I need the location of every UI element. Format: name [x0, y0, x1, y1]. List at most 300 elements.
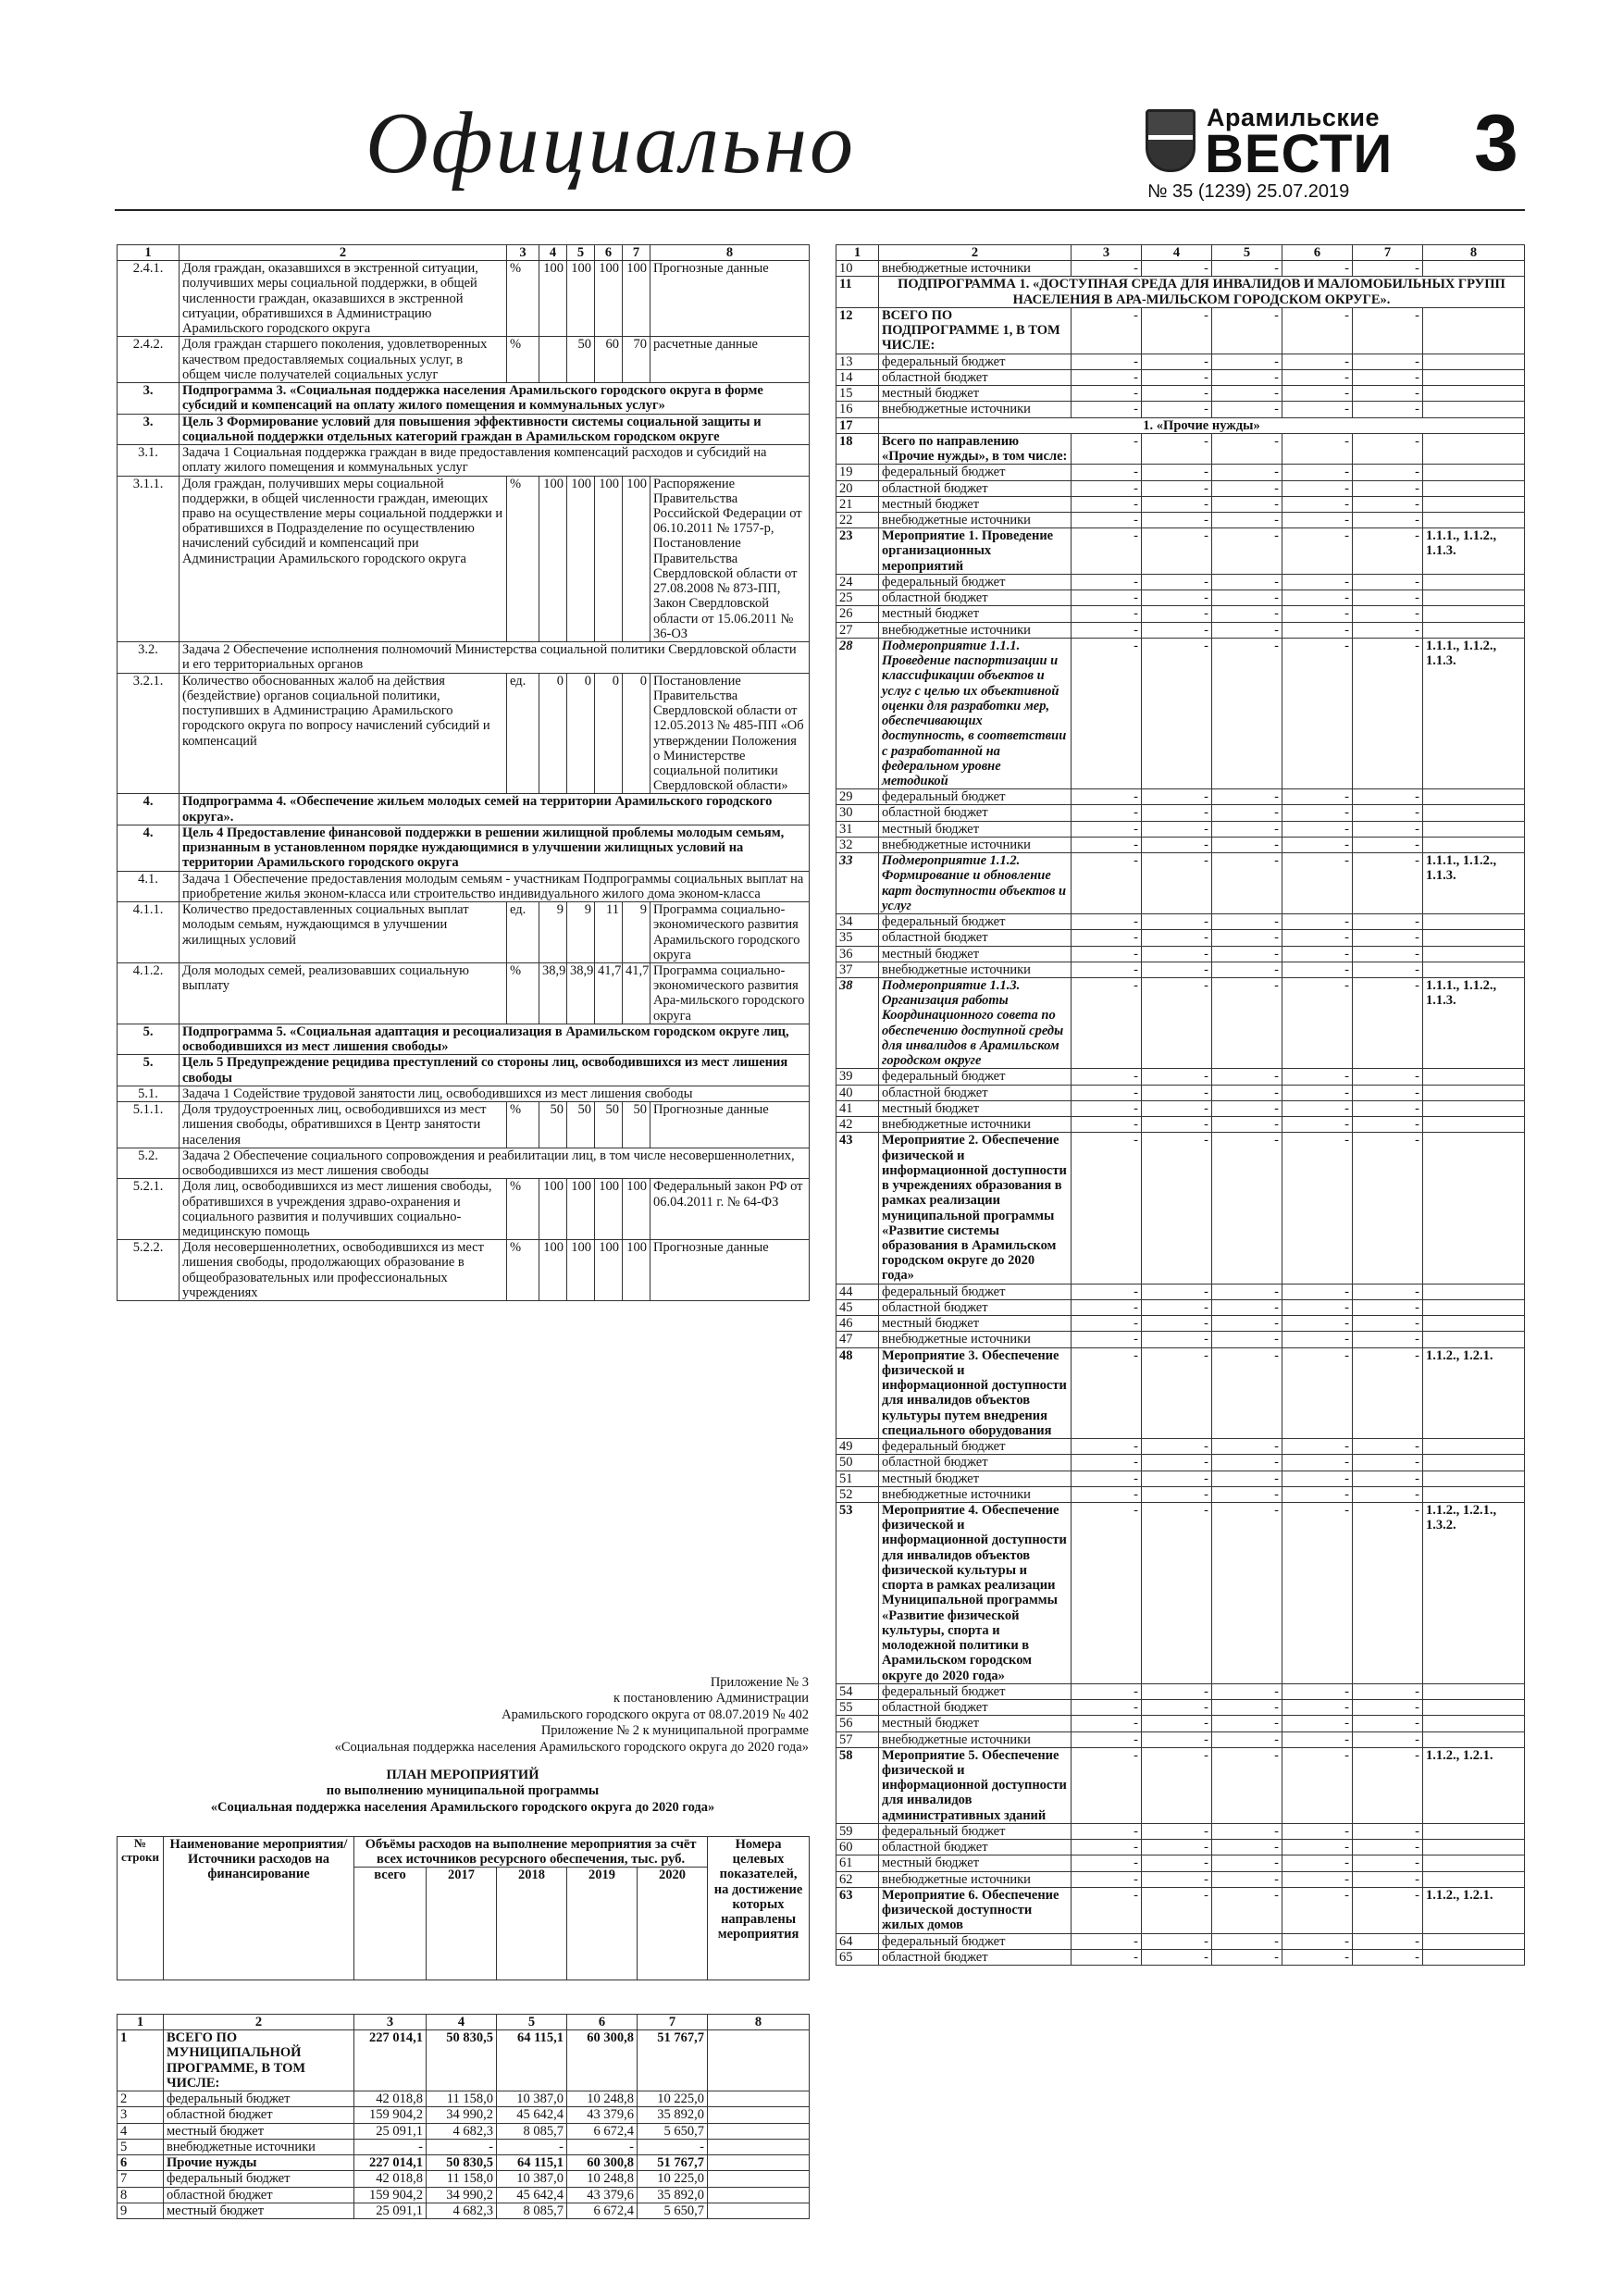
activity-name: ВСЕГО ПО ПОДПРОГРАММЕ 1, В ТОМ ЧИСЛЕ: [879, 307, 1072, 354]
row-number: 32 [836, 837, 879, 852]
table-row [836, 1085, 1525, 1100]
newspaper-logo [1146, 104, 1394, 204]
amount-value: - [1072, 978, 1142, 1069]
amount-value: - [1212, 1069, 1282, 1085]
amount-value: - [1212, 1133, 1282, 1284]
target-indicators [1423, 590, 1525, 606]
row-heading: Подпрограмма 4. «Обеспечение жильем молодых семей на территории Арамильского городского округа». [180, 794, 810, 825]
row-number: 60 [836, 1840, 879, 1855]
row-number: 30 [836, 805, 879, 821]
amount-value: - [1212, 805, 1282, 821]
row-number: 55 [836, 1700, 879, 1716]
indicator-value: 100 [595, 1179, 623, 1240]
amount-value: - [1142, 1439, 1212, 1455]
amount-value: - [1072, 528, 1142, 575]
amount-value: - [1282, 978, 1353, 1069]
amount-value: - [1282, 1471, 1353, 1486]
amount-value: - [1212, 1502, 1282, 1683]
amount-value: - [1142, 1949, 1212, 1965]
row-number: 33 [836, 853, 879, 914]
target-indicators [1423, 386, 1525, 402]
amount-value: - [1212, 1855, 1282, 1871]
indicator-value: 50 [539, 1102, 567, 1148]
amount-value: - [1072, 1299, 1142, 1315]
indicator-value: 50 [595, 1102, 623, 1148]
row-number: 16 [836, 402, 879, 417]
table-row [836, 1117, 1525, 1133]
indicator-name: Доля граждан старшего поколения, удовлетворенных качеством предоставляемых социальных услуг, в общем числе получателей социальных услуг [180, 337, 507, 383]
row-number: 38 [836, 978, 879, 1069]
activity-name: местный бюджет [879, 946, 1072, 962]
table-row [836, 1700, 1525, 1716]
amount-value: - [1212, 622, 1282, 638]
plan-head-amounts: Объёмы расходов на выполнение мероприятия за счёт всех источников ресурсного обеспечения, тыс. руб. [354, 1837, 708, 1868]
amount-value: - [1353, 1823, 1423, 1839]
target-indicators [1423, 1683, 1525, 1699]
table-row [118, 2123, 810, 2139]
table-row [836, 261, 1525, 277]
amount-value: - [1282, 574, 1353, 590]
amount-value: - [1072, 1887, 1142, 1933]
table-row [836, 1284, 1525, 1299]
table-row [836, 606, 1525, 622]
table-row [836, 1347, 1525, 1438]
amount-value: - [1282, 1347, 1353, 1438]
target-indicators [1423, 1069, 1525, 1085]
row-number: 3. [118, 414, 180, 444]
table-row [836, 978, 1525, 1069]
indicator-value: 100 [623, 476, 650, 642]
amount-value: - [1282, 528, 1353, 575]
table-row [836, 1747, 1525, 1823]
amount-value: - [1142, 1855, 1212, 1871]
table-row [836, 1299, 1525, 1315]
amount-value: - [1282, 1823, 1353, 1839]
unit: % [507, 1179, 539, 1240]
row-number: 4 [118, 2123, 164, 2139]
amount-value: - [1072, 1117, 1142, 1133]
amount-value: - [1212, 1347, 1282, 1438]
header-divider [115, 209, 1525, 211]
target-indicators: 1.1.2., 1.2.1. [1423, 1347, 1525, 1438]
amount-value: - [1142, 1284, 1212, 1299]
row-number: 52 [836, 1486, 879, 1502]
amount-value: - [1072, 1716, 1142, 1731]
amount-value: - [1142, 1117, 1212, 1133]
row-number: 5.1. [118, 1086, 180, 1101]
amount-value: 43 379,6 [567, 2187, 638, 2203]
amount-value: - [1072, 1855, 1142, 1871]
activity-name: областной бюджет [879, 590, 1072, 606]
row-number: 4.1. [118, 871, 180, 901]
section-heading: 1. «Прочие нужды» [879, 417, 1525, 433]
row-heading: Подпрограмма 3. «Социальная поддержка населения Арамильского городского округа в форме субсидий и компенсаций на оплату жилого помещения и коммунальных услуг» [180, 383, 810, 414]
amount-value: - [1142, 574, 1212, 590]
row-number: 3. [118, 383, 180, 414]
amount-value: - [1282, 1316, 1353, 1332]
amount-value: 8 085,7 [497, 2203, 567, 2218]
unit: % [507, 337, 539, 383]
amount-value: - [1282, 606, 1353, 622]
amount-value: - [1072, 1347, 1142, 1438]
amount-value: - [1282, 805, 1353, 821]
row-number: 62 [836, 1871, 879, 1887]
row-number: 40 [836, 1085, 879, 1100]
amount-value: 34 990,2 [427, 2187, 497, 2203]
indicator-value: 50 [623, 1102, 650, 1148]
amount-value: - [1353, 1731, 1423, 1747]
amount-value: - [497, 2139, 567, 2154]
row-number: 58 [836, 1747, 879, 1823]
data-source: Федеральный закон РФ от 06.04.2011 г. № 64-ФЗ [650, 1179, 810, 1240]
amount-value: - [1353, 574, 1423, 590]
section-title: Официально [365, 95, 857, 192]
row-heading: Подпрограмма 5. «Социальная адаптация и ресоциализация в Арамильском городском округе лиц, освободившихся из мест лишения свободы» [180, 1024, 810, 1054]
amount-value: 227 014,1 [354, 2030, 427, 2091]
amount-value: - [1142, 512, 1212, 527]
amount-value: 50 830,5 [427, 2030, 497, 2091]
target-indicators [1423, 1332, 1525, 1347]
row-number: 2.4.1. [118, 261, 180, 337]
table-row [118, 642, 810, 673]
funding-source: местный бюджет [164, 2203, 354, 2218]
amount-value: - [1282, 1683, 1353, 1699]
table-row [118, 794, 810, 825]
amount-value: - [1353, 837, 1423, 852]
activity-name: областной бюджет [879, 1085, 1072, 1100]
row-number: 57 [836, 1731, 879, 1747]
indicator-value: 70 [623, 337, 650, 383]
amount-value: - [1212, 837, 1282, 852]
data-source: Программа социально-экономического развития Ара-мильского городского округа [650, 963, 810, 1024]
column-number: 1 [118, 245, 180, 261]
amount-value: - [1142, 1316, 1212, 1332]
target-indicators [1423, 480, 1525, 496]
amount-value: - [1072, 574, 1142, 590]
indicator-value: 41,7 [595, 963, 623, 1024]
target-indicators [1423, 1085, 1525, 1100]
target-indicators: 1.1.1., 1.1.2., 1.1.3. [1423, 528, 1525, 575]
plan-head-2019: 2019 [567, 1868, 638, 1980]
column-number: 1 [836, 245, 879, 261]
row-number: 37 [836, 962, 879, 977]
activity-name: федеральный бюджет [879, 1284, 1072, 1299]
amount-value: - [1212, 1439, 1282, 1455]
amount-value: - [1353, 354, 1423, 369]
amount-value: - [1282, 402, 1353, 417]
indicator-value: 9 [623, 902, 650, 963]
table-row [118, 476, 810, 642]
amount-value: - [1142, 369, 1212, 385]
column-number: 8 [708, 2015, 810, 2030]
activity-name: местный бюджет [879, 496, 1072, 512]
target-indicators [1423, 837, 1525, 852]
unit: ед. [507, 902, 539, 963]
amount-value: - [1142, 354, 1212, 369]
row-number: 7 [118, 2171, 164, 2187]
amount-value: - [1212, 1747, 1282, 1823]
amount-value: - [1072, 1085, 1142, 1100]
activity-name: местный бюджет [879, 821, 1072, 837]
amount-value: - [1212, 1085, 1282, 1100]
amount-value: - [1142, 622, 1212, 638]
amount-value: 45 642,4 [497, 2187, 567, 2203]
activity-name: областной бюджет [879, 805, 1072, 821]
row-number: 1 [118, 2030, 164, 2091]
target-indicators [1423, 1117, 1525, 1133]
table-row [836, 789, 1525, 805]
indicator-value: 11 [595, 902, 623, 963]
table-row [118, 383, 810, 414]
amount-value: - [1353, 978, 1423, 1069]
indicator-value [539, 337, 567, 383]
amount-value: - [1353, 1486, 1423, 1502]
amount-value: - [1072, 402, 1142, 417]
target-indicators [1423, 1700, 1525, 1716]
unit: % [507, 476, 539, 642]
row-number: 54 [836, 1683, 879, 1699]
activity-name: внебюджетные источники [879, 1332, 1072, 1347]
unit: % [507, 1102, 539, 1148]
amount-value: - [1212, 1731, 1282, 1747]
amount-value: - [1072, 386, 1142, 402]
row-heading: Задача 2 Обеспечение исполнения полномочий Министерства социальной политики Свердловской области и его территориальных органов [180, 642, 810, 673]
indicator-value: 100 [595, 1240, 623, 1301]
indicator-value: 50 [567, 337, 595, 383]
target-indicators [1423, 1933, 1525, 1949]
table-row [836, 1731, 1525, 1747]
data-source: Прогнозные данные [650, 261, 810, 337]
plan-subtitle: по выполнению муниципальной программы [326, 1783, 600, 1799]
amount-value: - [1353, 1133, 1423, 1284]
amount-value: - [1072, 1284, 1142, 1299]
amount-value: - [1072, 853, 1142, 914]
amount-value: - [1353, 369, 1423, 385]
amount-value: 35 892,0 [638, 2107, 708, 2123]
table-row [836, 1100, 1525, 1116]
table-row [836, 821, 1525, 837]
amount-value: - [1142, 1502, 1212, 1683]
indicator-name: Количество предоставленных социальных выплат молодым семьям, нуждающимся в улучшении жилищных условий [180, 902, 507, 963]
row-number: 4.1.1. [118, 902, 180, 963]
activity-name: местный бюджет [879, 1471, 1072, 1486]
appendix-line: Приложение № 2 к муниципальной программе [540, 1723, 809, 1739]
data-source: Постановление Правительства Свердловской области от 12.05.2013 № 485-ПП «Об утверждении Положения о Министерстве социальной политики Свердловской области» [650, 673, 810, 794]
amount-value: - [1072, 1747, 1142, 1823]
funding-source: ВСЕГО ПО МУНИЦИПАЛЬНОЙ ПРОГРАММЕ, В ТОМ ЧИСЛЕ: [164, 2030, 354, 2091]
indicator-value: 38,9 [539, 963, 567, 1024]
table-row [118, 1086, 810, 1101]
target-indicators [1423, 1299, 1525, 1315]
amount-value: - [1353, 1683, 1423, 1699]
target-indicators [708, 2187, 810, 2203]
funding-source: местный бюджет [164, 2123, 354, 2139]
row-number: 26 [836, 606, 879, 622]
amount-value: - [1282, 369, 1353, 385]
target-indicators [1423, 512, 1525, 527]
amount-value: - [1282, 789, 1353, 805]
indicator-value: 100 [595, 476, 623, 642]
amount-value: - [1212, 1871, 1282, 1887]
amount-value: 43 379,6 [567, 2107, 638, 2123]
amount-value: - [1353, 1085, 1423, 1100]
activity-name: областной бюджет [879, 1455, 1072, 1471]
amount-value: - [1212, 914, 1282, 930]
amount-value: - [1072, 962, 1142, 977]
plan-subtitle: «Социальная поддержка населения Арамильского городского округа до 2020 года» [210, 1799, 715, 1815]
amount-value: - [1212, 574, 1282, 590]
table-row [836, 1133, 1525, 1284]
amount-value: - [1353, 1871, 1423, 1887]
activity-name: Подмероприятие 1.1.1. Проведение паспортизации и классификации объектов и услуг с целью их объективной оценки для разработки мер, обеспечивающих доступность, в соответствии с разработанной на федеральном уровне методикой [879, 638, 1072, 788]
amount-value: - [1142, 1455, 1212, 1471]
target-indicators: 1.1.2., 1.2.1. [1423, 1747, 1525, 1823]
table-row [836, 1871, 1525, 1887]
amount-value: - [1353, 465, 1423, 480]
target-indicators [1423, 930, 1525, 946]
amount-value: - [1072, 1823, 1142, 1839]
amount-value: 11 158,0 [427, 2091, 497, 2107]
table-row [836, 1486, 1525, 1502]
indicator-value: 41,7 [623, 963, 650, 1024]
column-number: 3 [1072, 245, 1142, 261]
amount-value: - [1212, 1471, 1282, 1486]
amount-value: - [1212, 606, 1282, 622]
table-row [836, 574, 1525, 590]
amount-value: - [1072, 307, 1142, 354]
plan-head-2017: 2017 [427, 1868, 497, 1980]
row-number: 56 [836, 1716, 879, 1731]
amount-value: - [1353, 962, 1423, 977]
appendix-line: Приложение № 3 [710, 1675, 809, 1690]
target-indicators [1423, 1100, 1525, 1116]
row-number: 59 [836, 1823, 879, 1839]
amount-value: - [1282, 1747, 1353, 1823]
amount-value: - [1212, 1683, 1282, 1699]
column-number: 5 [1212, 245, 1282, 261]
amount-value: 60 300,8 [567, 2030, 638, 2091]
activity-name: областной бюджет [879, 1700, 1072, 1716]
table-row [836, 1069, 1525, 1085]
amount-value: - [1212, 307, 1282, 354]
activity-name: федеральный бюджет [879, 465, 1072, 480]
table-row [836, 1332, 1525, 1347]
table-row [836, 622, 1525, 638]
amount-value: 5 650,7 [638, 2123, 708, 2139]
target-indicators [1423, 962, 1525, 977]
amount-value: - [1282, 1716, 1353, 1731]
row-number: 41 [836, 1100, 879, 1116]
table-row [836, 1316, 1525, 1332]
target-indicators: 1.1.1., 1.1.2., 1.1.3. [1423, 853, 1525, 914]
activity-name: областной бюджет [879, 480, 1072, 496]
table-row [118, 414, 810, 444]
amount-value: - [1282, 1933, 1353, 1949]
amount-value: 45 642,4 [497, 2107, 567, 2123]
activity-name: федеральный бюджет [879, 1683, 1072, 1699]
target-indicators [1423, 369, 1525, 385]
row-number: 4. [118, 794, 180, 825]
amount-value: - [1282, 261, 1353, 277]
plan-table [117, 2014, 810, 2219]
row-number: 63 [836, 1887, 879, 1933]
amount-value: - [1072, 1949, 1142, 1965]
column-number: 5 [497, 2015, 567, 2030]
activity-name: областной бюджет [879, 930, 1072, 946]
coat-of-arms-icon [1146, 109, 1196, 172]
table-row [836, 433, 1525, 464]
amount-value: - [1072, 1502, 1142, 1683]
amount-value: - [1142, 1486, 1212, 1502]
amount-value: - [1142, 1871, 1212, 1887]
row-number: 45 [836, 1299, 879, 1315]
indicator-value: 50 [567, 1102, 595, 1148]
table-row [836, 1455, 1525, 1471]
amount-value: - [1212, 789, 1282, 805]
column-number: 7 [623, 245, 650, 261]
amount-value: - [1282, 821, 1353, 837]
activity-name: внебюджетные источники [879, 1871, 1072, 1887]
table-row [836, 307, 1525, 354]
target-indicators [1423, 1823, 1525, 1839]
column-number: 7 [638, 2015, 708, 2030]
column-number: 2 [164, 2015, 354, 2030]
row-number: 46 [836, 1316, 879, 1332]
amount-value: - [1142, 1471, 1212, 1486]
amount-value: - [1353, 1933, 1423, 1949]
row-number: 20 [836, 480, 879, 496]
activity-name: федеральный бюджет [879, 1933, 1072, 1949]
amount-value: - [1353, 946, 1423, 962]
amount-value: - [1282, 1855, 1353, 1871]
amount-value: - [1142, 1747, 1212, 1823]
plan-table-header [117, 1836, 810, 1980]
target-indicators: 1.1.1., 1.1.2., 1.1.3. [1423, 638, 1525, 788]
amount-value: - [1212, 1117, 1282, 1133]
table-row [836, 417, 1525, 433]
target-indicators [1423, 433, 1525, 464]
row-number: 3.2.1. [118, 673, 180, 794]
amount-value: - [1353, 307, 1423, 354]
column-number: 8 [1423, 245, 1525, 261]
amount-value: - [1212, 354, 1282, 369]
table-row [836, 1933, 1525, 1949]
target-indicators [708, 2123, 810, 2139]
target-indicators [1423, 1471, 1525, 1486]
amount-value: - [1353, 590, 1423, 606]
amount-value: - [1282, 512, 1353, 527]
target-indicators [1423, 821, 1525, 837]
row-number: 43 [836, 1133, 879, 1284]
unit: % [507, 963, 539, 1024]
amount-value: - [1282, 1085, 1353, 1100]
row-number: 17 [836, 417, 879, 433]
amount-value: 60 300,8 [567, 2155, 638, 2171]
plan-head-2020: 2020 [638, 1868, 708, 1980]
amount-value: - [1353, 1840, 1423, 1855]
indicator-value: 60 [595, 337, 623, 383]
table-row [836, 386, 1525, 402]
column-number: 4 [1142, 245, 1212, 261]
data-source: расчетные данные [650, 337, 810, 383]
table-row [118, 902, 810, 963]
amount-value: - [1072, 465, 1142, 480]
amount-value: - [1282, 465, 1353, 480]
plan-head-targets: Номера целевых показателей, на достижение которых направлены мероприятия [708, 1837, 810, 1980]
amount-value: - [1072, 1871, 1142, 1887]
column-number: 7 [1353, 245, 1423, 261]
amount-value: - [1282, 1840, 1353, 1855]
